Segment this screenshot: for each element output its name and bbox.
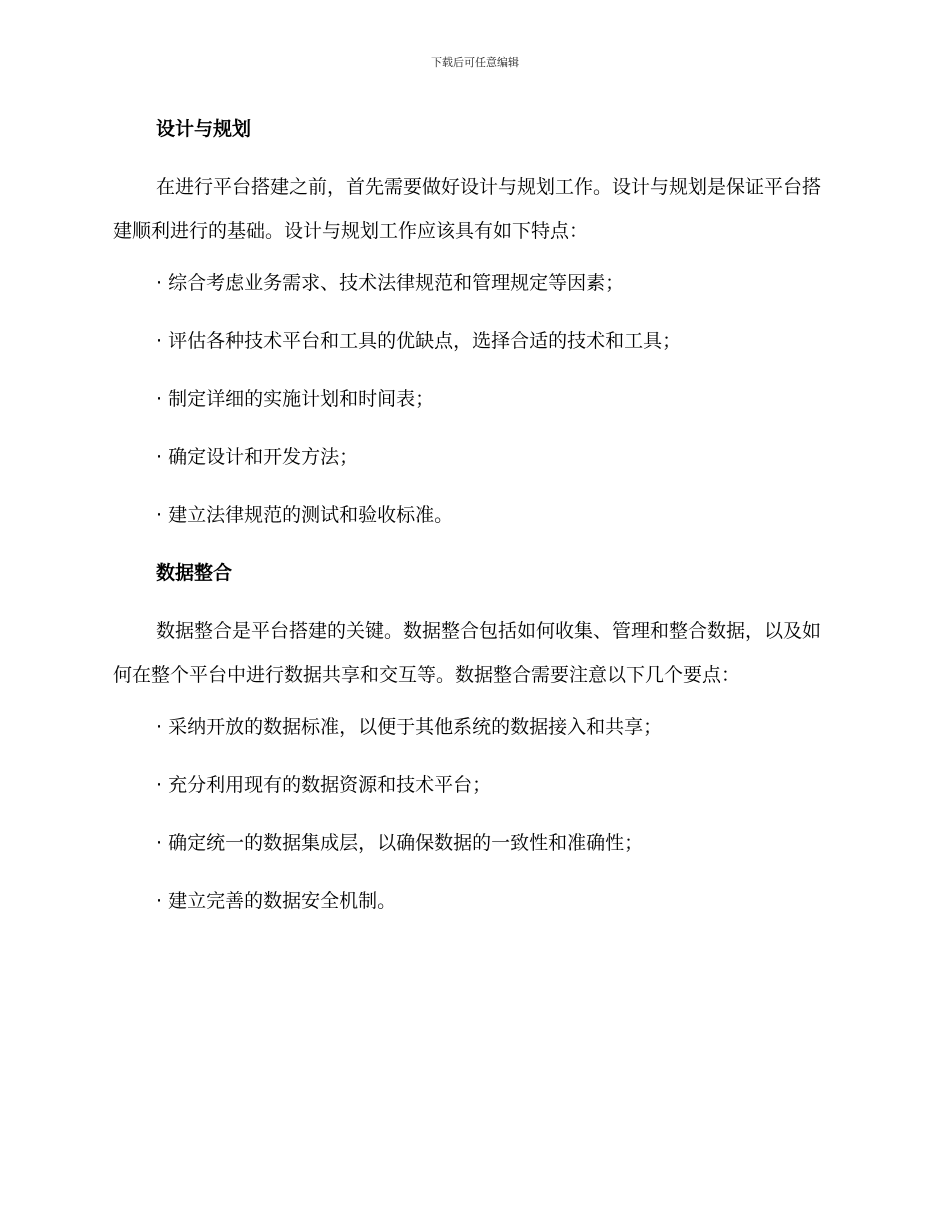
section-data-integration <box>113 557 833 917</box>
section-heading: 设计与规划 <box>156 118 252 140</box>
bullet-item: · 综合考虑业务需求、技术法律规范和管理规定等因素； <box>156 272 625 294</box>
document-body <box>113 113 833 917</box>
bullet-item: · 充分利用现有的数据资源和技术平台； <box>156 774 492 796</box>
section-paragraph: 数据整合是平台搭建的关键。数据整合包括如何收集、管理和整合数据，以及如何在整个平台中进行数据共享和交互等。数据整合需要注意以下几个要点： <box>113 620 822 686</box>
bullet-item: · 建立法律规范的测试和验收标准。 <box>156 504 454 526</box>
section-heading: 数据整合 <box>156 562 233 584</box>
bullet-item: · 评估各种技术平台和工具的优缺点，选择合适的技术和工具； <box>156 330 682 352</box>
bullet-item: · 采纳开放的数据标准，以便于其他系统的数据接入和共享； <box>156 716 663 738</box>
bullet-item: · 制定详细的实施计划和时间表； <box>156 388 435 410</box>
page-header: 下载后可任意编辑 <box>431 56 519 69</box>
bullet-item: · 建立完善的数据安全机制。 <box>156 890 397 912</box>
section-paragraph: 在进行平台搭建之前，首先需要做好设计与规划工作。设计与规划是保证平台搭建顺利进行的基础。设计与规划工作应该具有如下特点： <box>113 176 822 242</box>
bullet-item: · 确定设计和开发方法； <box>156 446 359 468</box>
bullet-item: · 确定统一的数据集成层，以确保数据的一致性和准确性； <box>156 832 644 854</box>
section-design-planning <box>113 113 833 531</box>
